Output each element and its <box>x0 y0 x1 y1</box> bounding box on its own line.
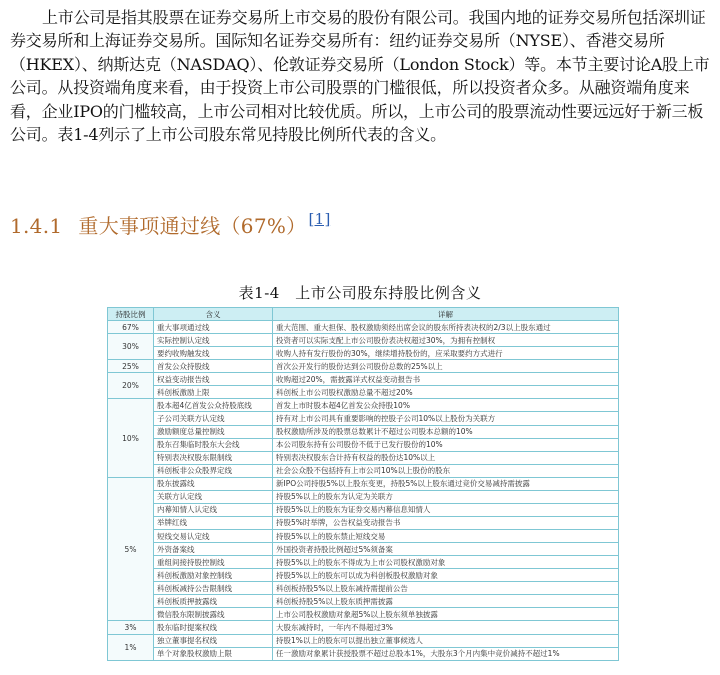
detail-cell: 持有对上市公司具有重要影响的控股子公司10%以上股份为关联方 <box>273 412 619 425</box>
table-row <box>108 399 619 412</box>
detail-cell: 投资者可以实际支配上市公司股份表决权超过30%，为拥有控制权 <box>273 334 619 347</box>
ratio-cell: 25% <box>108 360 154 373</box>
meaning-cell: 特别表决权股东限制线 <box>154 451 273 464</box>
meaning-cell: 股东召集临时股东大会线 <box>154 438 273 451</box>
detail-cell: 持股5%以上的股东不得成为上市公司股权激励对象 <box>273 556 619 569</box>
detail-cell: 持股5%以上的股东为证券交易内幕信息知情人 <box>273 503 619 516</box>
table-row <box>108 503 619 516</box>
detail-cell: 任一激励对象累计获授股票不超过总股本1%，大股东3个月内集中竞价减持不超过1% <box>273 647 619 660</box>
table-row <box>108 647 619 660</box>
ratio-cell: 20% <box>108 373 154 399</box>
ratio-cell: 3% <box>108 621 154 634</box>
ratio-cell: 30% <box>108 334 154 360</box>
meaning-cell: 重组间接持股控制线 <box>154 556 273 569</box>
detail-cell: 科创板上市公司股权激励总量不超过20% <box>273 386 619 399</box>
table-row <box>108 490 619 503</box>
detail-cell: 持股5%以上的股东禁止短线交易 <box>273 530 619 543</box>
table-header-row <box>108 308 619 321</box>
detail-cell: 科创板持股5%以上股东减持需提前公告 <box>273 582 619 595</box>
ratio-cell: 1% <box>108 634 154 661</box>
section-heading <box>10 210 331 239</box>
detail-cell: 持股5%以上的股东为认定为关联方 <box>273 490 619 503</box>
table-row <box>108 451 619 464</box>
detail-cell: 持股1%以上的股东可以提出独立董事候选人 <box>273 634 619 647</box>
meaning-cell: 首发公众持股线 <box>154 360 273 373</box>
table-row <box>108 516 619 529</box>
section-number: 1.4.1 <box>10 214 63 238</box>
table-row <box>108 634 619 647</box>
meaning-cell: 单个对象股权激励上限 <box>154 647 273 660</box>
detail-cell: 新IPO公司持股5%以上股东变更，持股5%以上股东通过竞价交易减持需披露 <box>273 477 619 490</box>
table-body <box>108 321 619 661</box>
detail-cell: 特别表决权股东合计持有权益的股份达10%以上 <box>273 451 619 464</box>
meaning-cell: 科创板激励对象控制线 <box>154 569 273 582</box>
detail-cell: 持股5%以上的股东可以成为科创板股权激励对象 <box>273 569 619 582</box>
table-row <box>108 373 619 386</box>
table-row <box>108 360 619 373</box>
table-row <box>108 438 619 451</box>
detail-cell: 首次公开发行的股份达到公司股份总数的25%以上 <box>273 360 619 373</box>
table-row <box>108 621 619 634</box>
meaning-cell: 权益变动报告线 <box>154 373 273 386</box>
table-caption: 表1-4 上市公司股东持股比例含义 <box>238 284 482 302</box>
detail-cell: 首发上市时股本超4亿首发公众持股10% <box>273 399 619 412</box>
detail-cell: 重大范围、重大担保、股权激励须经出席会议的股东所持表决权的2/3以上股东通过 <box>273 321 619 334</box>
detail-cell: 本公司股东持有公司股份不低于已发行股份的10% <box>273 438 619 451</box>
table-row <box>108 556 619 569</box>
meaning-cell: 科创板激励上限 <box>154 386 273 399</box>
table-row <box>108 334 619 347</box>
meaning-cell: 激励额度总量控制线 <box>154 425 273 438</box>
table-row <box>108 595 619 608</box>
meaning-cell: 股东临时提案权线 <box>154 621 273 634</box>
meaning-cell: 科创板质押披露线 <box>154 595 273 608</box>
meaning-cell: 微信股东限制披露线 <box>154 608 273 621</box>
detail-cell: 股权激励所涉及的股票总数累计不超过公司股本总额的10% <box>273 425 619 438</box>
detail-cell: 外国投资者持股比例超过5%须备案 <box>273 543 619 556</box>
detail-cell: 收购人持有发行股份的30%，继续增持股份的，应采取要约方式进行 <box>273 347 619 360</box>
meaning-cell: 科创板非公众股界定线 <box>154 464 273 477</box>
meaning-cell: 关联方认定线 <box>154 490 273 503</box>
table-row <box>108 386 619 399</box>
ratio-cell: 5% <box>108 477 154 621</box>
detail-cell: 社会公众股不包括持有上市公司10%以上股份的股东 <box>273 464 619 477</box>
meaning-cell: 科创板减持公告限制线 <box>154 582 273 595</box>
header-ratio: 持股比例 <box>108 308 154 321</box>
meaning-cell: 子公司关联方认定线 <box>154 412 273 425</box>
table-row <box>108 543 619 556</box>
table-row <box>108 608 619 621</box>
intro-paragraph: 上市公司是指其股票在证券交易所上市交易的股份有限公司。我国内地的证券交易所包括深圳证券交易所和上海证券交易所。国际知名证券交易所有：纽约证券交易所（NYSE）、香港交易所（HKEX）、纳斯达克（NASDAQ）、伦敦证券交易所（London Stock）等。本节主要讨论A股上市公司。从投资端角度来看，由于投资上市公司股票的门槛很低，所以投资者众多。从融资端角度来看，企业IPO的门槛较高，上市公司相对比较优质。所以，上市公司的股票流动性要远远好于新三板公司。表1-4列示了上市公司股东常见持股比例所代表的含义。 <box>10 8 710 145</box>
detail-cell: 持股5%时举牌，公告权益变动报告书 <box>273 516 619 529</box>
meaning-cell: 要约收购触发线 <box>154 347 273 360</box>
section-title: 重大事项通过线（67%） <box>78 214 307 238</box>
meaning-cell: 内幕知情人认定线 <box>154 503 273 516</box>
meaning-cell: 外资备案线 <box>154 543 273 556</box>
table-row <box>108 425 619 438</box>
meaning-cell: 举牌红线 <box>154 516 273 529</box>
table-row <box>108 582 619 595</box>
table-row <box>108 347 619 360</box>
detail-cell: 科创板持股5%以上股东质押需披露 <box>273 595 619 608</box>
meaning-cell: 股东披露线 <box>154 477 273 490</box>
detail-cell: 大股东减持时，一年内不得超过3% <box>273 621 619 634</box>
table-row <box>108 569 619 582</box>
ratio-cell: 67% <box>108 321 154 334</box>
footnote-ref-link[interactable]: [1] <box>308 210 331 228</box>
table-row <box>108 530 619 543</box>
table-row <box>108 477 619 490</box>
table-row <box>108 321 619 334</box>
header-detail: 详解 <box>273 308 619 321</box>
meaning-cell: 独立董事提名权线 <box>154 634 273 647</box>
detail-cell: 上市公司股权激励对象超5%以上股东须单独披露 <box>273 608 619 621</box>
meaning-cell: 股本超4亿首发公众持股底线 <box>154 399 273 412</box>
meaning-cell: 重大事项通过线 <box>154 321 273 334</box>
detail-cell: 收购超过20%，需披露详式权益变动报告书 <box>273 373 619 386</box>
ratio-cell: 10% <box>108 399 154 477</box>
meaning-cell: 实际控制认定线 <box>154 334 273 347</box>
meaning-cell: 短线交易认定线 <box>154 530 273 543</box>
table-row <box>108 412 619 425</box>
shareholding-table <box>107 307 618 661</box>
header-meaning: 含义 <box>154 308 273 321</box>
table-row <box>108 464 619 477</box>
